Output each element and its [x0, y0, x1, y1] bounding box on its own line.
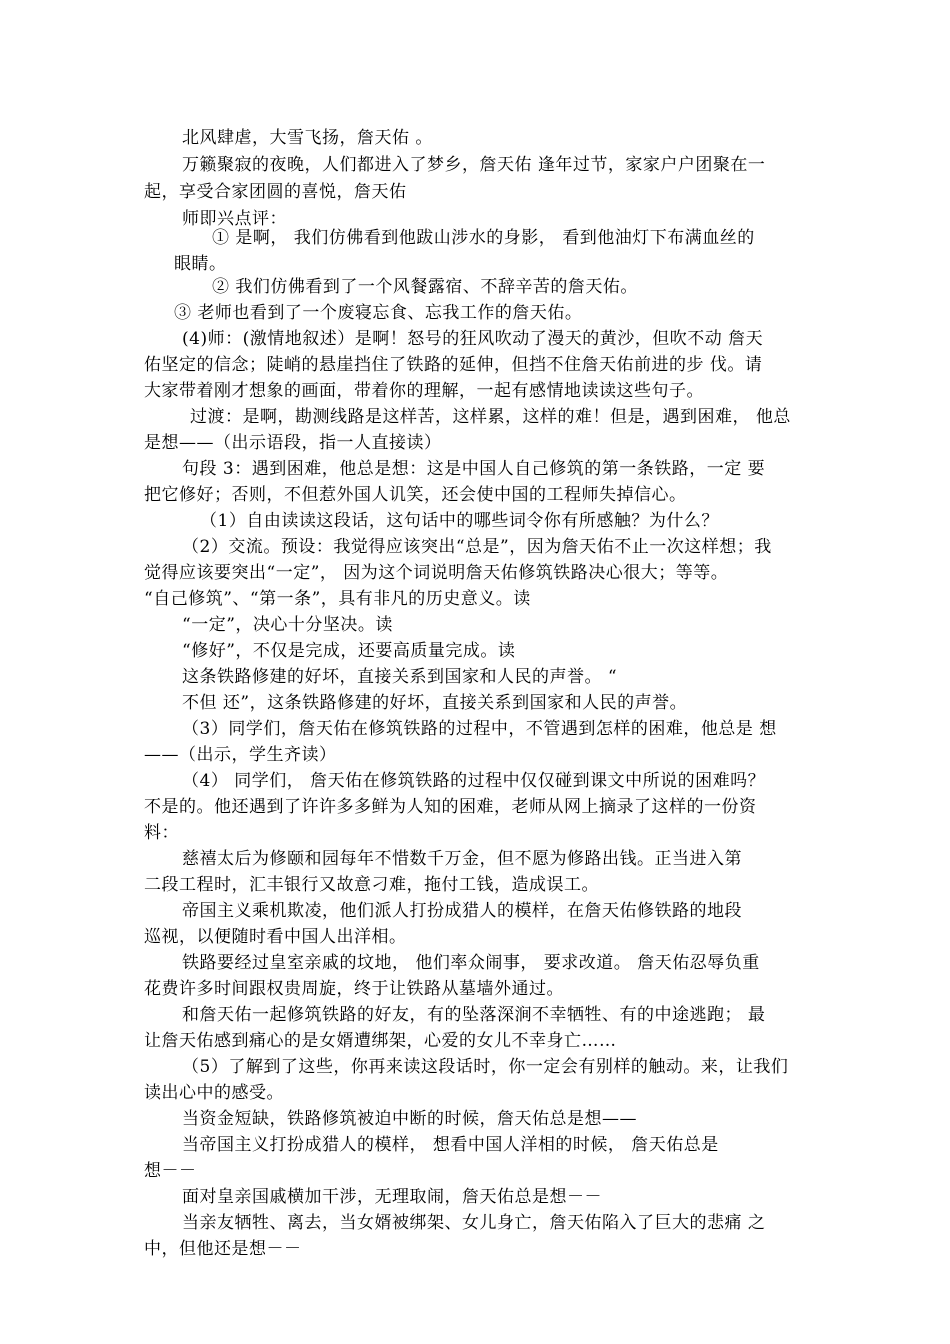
- text-line: 不但 还”，这条铁路修建的好坏，直接关系到国家和人民的声誉。: [182, 693, 688, 713]
- text-line: （4） 同学们， 詹天佑在修筑铁路的过程中仅仅碰到课文中所说的困难吗？: [182, 771, 766, 791]
- text-line: (4)师：(激情地叙述）是啊！怒号的狂风吹动了漫天的黄沙，但吹不动 詹天: [182, 329, 764, 349]
- text-line: 当亲友牺牲、离去，当女婿被绑架、女儿身亡，詹天佑陷入了巨大的悲痛 之: [182, 1213, 766, 1233]
- text-line: 是想——（出示语段，指一人直接读）: [144, 433, 442, 453]
- text-line: “自己修筑”、“第一条”，具有非凡的历史意义。读: [144, 589, 531, 609]
- text-line: 和詹天佑一起修筑铁路的好友，有的坠落深涧不幸牺牲、有的中途逃跑； 最: [182, 1005, 766, 1025]
- text-line: 句段 3：遇到困难，他总是想：这是中国人自己修筑的第一条铁路，一定 要: [182, 459, 766, 479]
- text-line: 慈禧太后为修颐和园每年不惜数千万金，但不愿为修路出钱。正当进入第: [182, 849, 742, 869]
- text-line: 想－－: [144, 1161, 197, 1181]
- text-line: 铁路要经过皇室亲戚的坟地， 他们率众闹事， 要求改道。 詹天佑忍辱负重: [182, 953, 760, 973]
- text-line: 觉得应该要突出“一定”， 因为这个词说明詹天佑修筑铁路决心很大；等等。: [144, 563, 729, 583]
- text-line: ① 是啊， 我们仿佛看到他跋山涉水的身影， 看到他油灯下布满血丝的: [212, 228, 755, 248]
- text-line: 当资金短缺，铁路修筑被迫中断的时候，詹天佑总是想——: [182, 1109, 637, 1129]
- text-line: 把它修好；否则，不但惹外国人讥笑，还会使中国的工程师失掉信心。: [144, 485, 687, 505]
- text-line: “修好”，不仅是完成，还要高质量完成。读: [182, 641, 516, 661]
- text-line: 当帝国主义打扮成猎人的模样， 想看中国人洋相的时候， 詹天佑总是: [182, 1135, 719, 1155]
- text-line: （1）自由读读这段话，这句话中的哪些词令你有所感触？为什么？: [200, 511, 719, 531]
- text-line: 北风肆虐，大雪飞扬，詹天佑 。: [182, 128, 433, 148]
- text-line: ③ 老师也看到了一个废寝忘食、忘我工作的詹天佑。: [174, 303, 583, 323]
- text-line: 让詹天佑感到痛心的是女婿遭绑架，心爱的女儿不幸身亡……: [144, 1031, 617, 1051]
- text-line: 巡视，以便随时看中国人出洋相。: [144, 927, 407, 947]
- text-line: 花费许多时间跟权贵周旋，终于让铁路从墓墙外通过。: [144, 979, 564, 999]
- text-line: 不是的。他还遇到了许许多多鲜为人知的困难，老师从网上摘录了这样的一份资: [144, 797, 757, 817]
- text-line: 佑坚定的信念；陡峭的悬崖挡住了铁路的延伸，但挡不住詹天佑前进的步 伐。请: [144, 355, 763, 375]
- text-line: （5）了解到了这些，你再来读这段话时，你一定会有别样的触动。来，让我们: [182, 1057, 789, 1077]
- text-line: 万籁聚寂的夜晚，人们都进入了梦乡，詹天佑 逢年过节，家家户户团聚在一: [182, 155, 766, 175]
- text-line: 面对皇亲国戚横加干涉，无理取闹，詹天佑总是想－－: [182, 1187, 602, 1207]
- text-line: 师即兴点评：: [182, 209, 287, 229]
- text-line: 料：: [144, 823, 179, 843]
- text-line: 眼睛。: [174, 254, 227, 274]
- text-line: 大家带着刚才想象的画面，带着你的理解，一起有感情地读读这些句子。: [144, 381, 704, 401]
- text-line: 读出心中的感受。: [144, 1083, 284, 1103]
- text-line: 二段工程时，汇丰银行又故意刁难，拖付工钱，造成误工。: [144, 875, 599, 895]
- text-line: ——（出示，学生齐读）: [144, 745, 337, 765]
- text-line: 帝国主义乘机欺凌，他们派人打扮成猎人的模样，在詹天佑修铁路的地段: [182, 901, 742, 921]
- text-line: （3）同学们，詹天佑在修筑铁路的过程中，不管遇到怎样的困难，他总是 想: [182, 719, 777, 739]
- text-line: 这条铁路修建的好坏，直接关系到国家和人民的声誉。 “: [182, 667, 618, 687]
- text-line: ② 我们仿佛看到了一个风餐露宿、不辞辛苦的詹天佑。: [212, 277, 638, 297]
- text-line: 过渡：是啊，勘测线路是这样苦，这样累，这样的难！但是，遇到困难， 他总: [190, 407, 791, 427]
- text-line: “一定”，决心十分坚决。读: [182, 615, 393, 635]
- text-line: 起，享受合家团圆的喜悦，詹天佑: [144, 182, 407, 202]
- text-line: （2）交流。预设：我觉得应该突出“总是”，因为詹天佑不止一次这样想；我: [182, 537, 772, 557]
- text-line: 中，但他还是想－－: [144, 1239, 302, 1259]
